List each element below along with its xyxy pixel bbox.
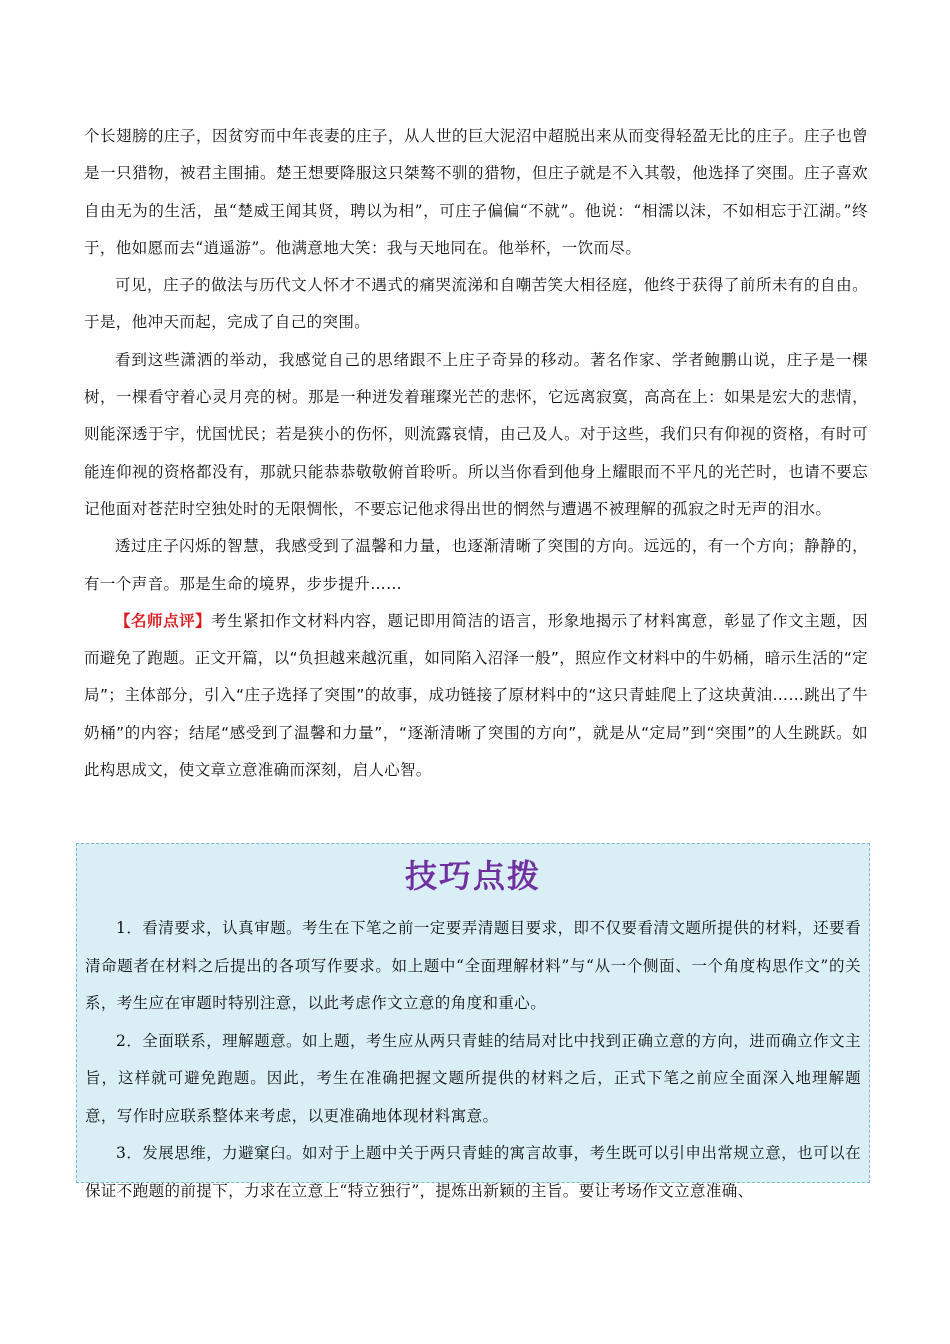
tip-item-3: 3．发展思维，力避窠臼。如对于上题中关于两只青蛙的寓言故事，考生既可以引申出常规立意，也可以在保证不跑题的前提下，力求在立意上“特立独行”，提炼出新颖的主旨。要让考场作文立意准确、 — [85, 1144, 861, 1200]
tips-box — [76, 843, 870, 1200]
tips-title: 技巧点拨 — [404, 857, 541, 895]
essay-body — [84, 118, 868, 789]
tip-item-1: 1．看清要求，认真审题。考生在下笔之前一定要弄清题目要求，即不仅要看清文题所提供的材料，还要看清命题者在材料之后提出的各项写作要求。如上题中“全面理解材料”与“从一个侧面、一个角度构思作文”的关系，考生应在审题时特别注意，以此考虑作文立意的角度和重心。 — [85, 919, 861, 1012]
teacher-comment-label: 【名师点评】 — [115, 611, 212, 630]
teacher-comment-text: 考生紧扣作文材料内容，题记即用简洁的语言，形象地揭示了材料寓意，彰显了作文主题，因而避免了跑题。正文开篇，以“负担越来越沉重，如同陷入沼泽一般”，照应作文材料中的牛奶桶，暗示生活的“定局”；主体部分，引入“庄子选择了突围”的故事，成功链接了原材料中的“这只青蛙爬上了这块黄油……跳出了牛奶桶”的内容；结尾“感受到了温馨和力量”，“逐渐清晰了突围的方向”，就是从“定局”到“突围”的人生跳跃。如此构思成文，使文章立意准确而深刻，启人心智。 — [84, 611, 868, 780]
essay-paragraph-3: 看到这些潇洒的举动，我感觉自己的思绪跟不上庄子奇异的移动。著名作家、学者鲍鹏山说，庄子是一棵树，一棵看守着心灵月亮的树。那是一种迸发着璀璨光芒的悲怀，它远离寂寞，高高在上：如果是宏大的悲情，则能深透于宇，忧国忧民；若是狭小的伤怀，则流露哀情，由己及人。对于这些，我们只有仰视的资格，有时可能连仰视的资格都没有，那就只能恭恭敬敬俯首聆听。所以当你看到他身上耀眼而不平凡的光芒时，也请不要忘记他面对苍茫时空独处时的无限惆怅，不要忘记他求得出世的惘然与遭遇不被理解的孤寂之时无声的泪水。 — [84, 350, 868, 518]
teacher-comment — [84, 603, 868, 789]
essay-paragraph-2: 可见，庄子的做法与历代文人怀才不遇式的痛哭流涕和自嘲苦笑大相径庭，他终于获得了前所未有的自由。于是，他冲天而起，完成了自己的突围。 — [84, 276, 868, 332]
essay-paragraph-4: 透过庄子闪烁的智慧，我感受到了温馨和力量，也逐渐清晰了突围的方向。远远的，有一个方向；静静的，有一个声音。那是生命的境界，步步提升…… — [84, 537, 868, 593]
essay-paragraph-1: 个长翅膀的庄子，因贫穷而中年丧妻的庄子，从人世的巨大泥沼中超脱出来从而变得轻盈无比的庄子。庄子也曾是一只猎物，被君主围捕。楚王想要降服这只桀骜不驯的猎物，但庄子就是不入其彀，他选择了突围。庄子喜欢自由无为的生活，虽“楚威王闻其贤，聘以为相”，可庄子偏偏“不就”。他说：“相濡以沫，不如相忘于江湖。”终于，他如愿而去“逍遥游”。他满意地大笑：我与天地同在。他举杯，一饮而尽。 — [84, 127, 868, 257]
tips-body — [77, 902, 869, 1210]
tip-item-2: 2．全面联系，理解题意。如上题，考生应从两只青蛙的结局对比中找到正确立意的方向，进而确立作文主旨，这样就可避免跑题。因此，考生在准确把握文题所提供的材料之后，正式下笔之前应全面深入地理解题意，写作时应联系整体来考虑，以更准确地体现材料寓意。 — [85, 1031, 861, 1125]
